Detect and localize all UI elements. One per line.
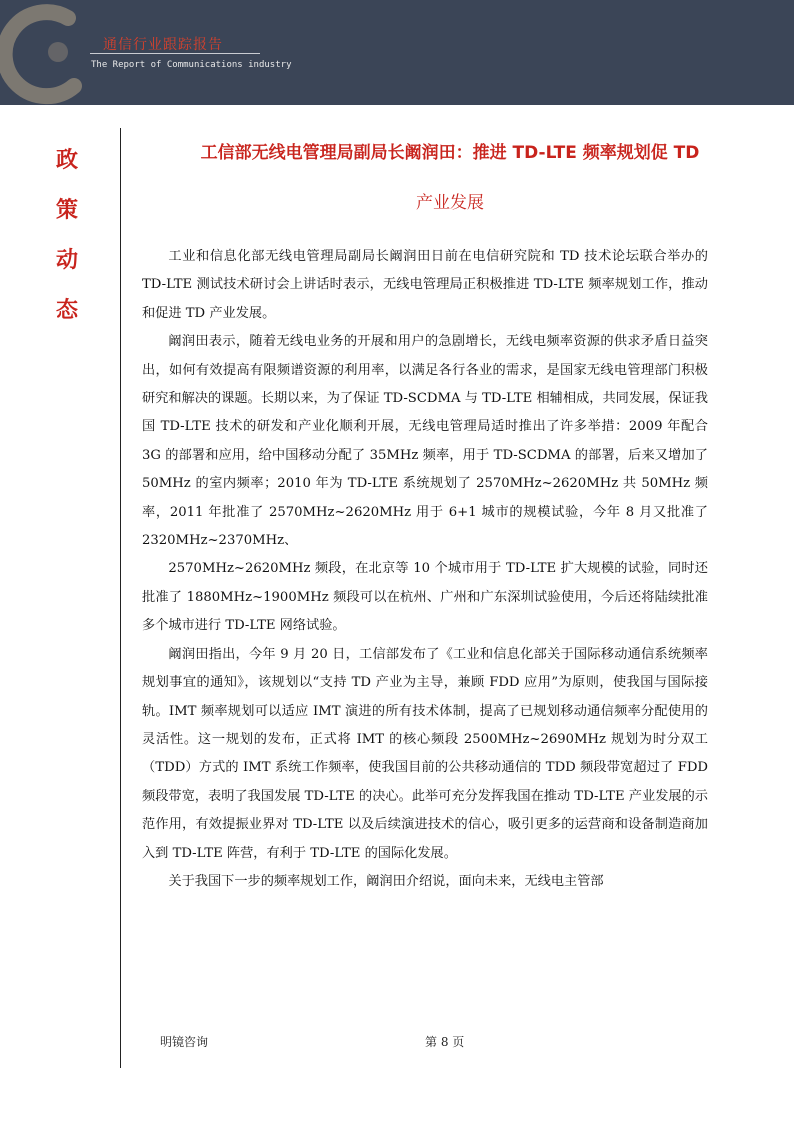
- article-body: [142, 243, 708, 896]
- paragraph: 工业和信息化部无线电管理局副局长阚润田日前在电信研究院和 TD 技术论坛联合举办的 TD-LTE 测试技术研讨会上讲话时表示，无线电管理局正积极推进 TD-LTE 频率规划工作，推动和促进 TD 产业发展。: [142, 249, 708, 321]
- footer-page-number: 第 8 页: [425, 1035, 465, 1049]
- paragraph: 阚润田指出，今年 9 月 20 日，工信部发布了《工业和信息化部关于国际移动通信系统频率规划事宜的通知》，该规划以“支持 TD 产业为主导，兼顾 FDD 应用”为原则，使我国与国际接轨。IMT 频率规划可以适应 IMT 演进的所有技术体制，提高了已规划移动通信频率分配使用的灵活性。这一规划的发布，正式将 IMT 的核心频段 2500MHz~2690MHz 规划为时分双工（TDD）方式的 IMT 系统工作频率，使我国目前的公共移动通信的 TDD 频段带宽超过了 FDD 频段带宽，表明了我国发展 TD-LTE 的决心。此举可充分发挥我国在推动 TD-LTE 产业发展的示范作用，有效提振业界对 TD-LTE 以及后续演进技术的信心，吸引更多的运营商和设备制造商加入到 TD-LTE 阵营，有利于 TD-LTE 的国际化发展。: [142, 646, 708, 861]
- side-label-char: 政: [55, 148, 78, 173]
- paragraph: 2570MHz~2620MHz 频段，在北京等 10 个城市用于 TD-LTE 扩大规模的试验，同时还批准了 1880MHz~1900MHz 频段可以在杭州、广州和广东深圳试验使用，今后还将陆续批准多个城市进行 TD-LTE 网络试验。: [142, 561, 708, 634]
- paragraph: 阚润田表示，随着无线电业务的开展和用户的急剧增长，无线电频率资源的供求矛盾日益突出，如何有效提高有限频谱资源的利用率，以满足各行各业的需求，是国家无线电管理部门积极研究和解决的课题。长期以来，为了保证 TD-SCDMA 与 TD-LTE 相辅相成，共同发展，保证我国 TD-LTE 技术的研发和产业化顺利开展，无线电管理局适时推出了许多举措：2009 年配合 3G 的部署和应用，给中国移动分配了 35MHz 频率，用于 TD-SCDMA 的部署，后来又增加了 50MHz 的室内频率；2010 年为 TD-LTE 系统规划了 2570MHz~2620MHz 共 50MHz 频率，2011 年批准了 2570MHz~2620MHz 用于 6+1 城市的规模试验，今年 8 月又批准了 2320MHz~2370MHz、: [142, 334, 708, 549]
- side-label-char: 策: [55, 198, 78, 223]
- header-title: 通信行业跟踪报告: [103, 37, 223, 53]
- paragraph: 关于我国下一步的频率规划工作，阚润田介绍说，面向未来，无线电主管部: [168, 873, 604, 889]
- section-side-label: [52, 146, 82, 346]
- article-title-line-2: 产业发展: [416, 193, 484, 213]
- header-subtitle: The Report of Communications industry: [91, 60, 292, 70]
- footer-company: 明镜咨询: [160, 1035, 209, 1049]
- article-title-line-1: 工信部无线电管理局副局长阚润田：推进 TD-LTE 频率规划促 TD: [200, 143, 700, 163]
- header-band: [0, 0, 794, 105]
- header-rule: [90, 53, 260, 54]
- article-title: [150, 128, 750, 228]
- vertical-divider: [120, 128, 121, 1068]
- side-label-char: 动: [55, 248, 78, 273]
- side-label-char: 态: [55, 298, 78, 323]
